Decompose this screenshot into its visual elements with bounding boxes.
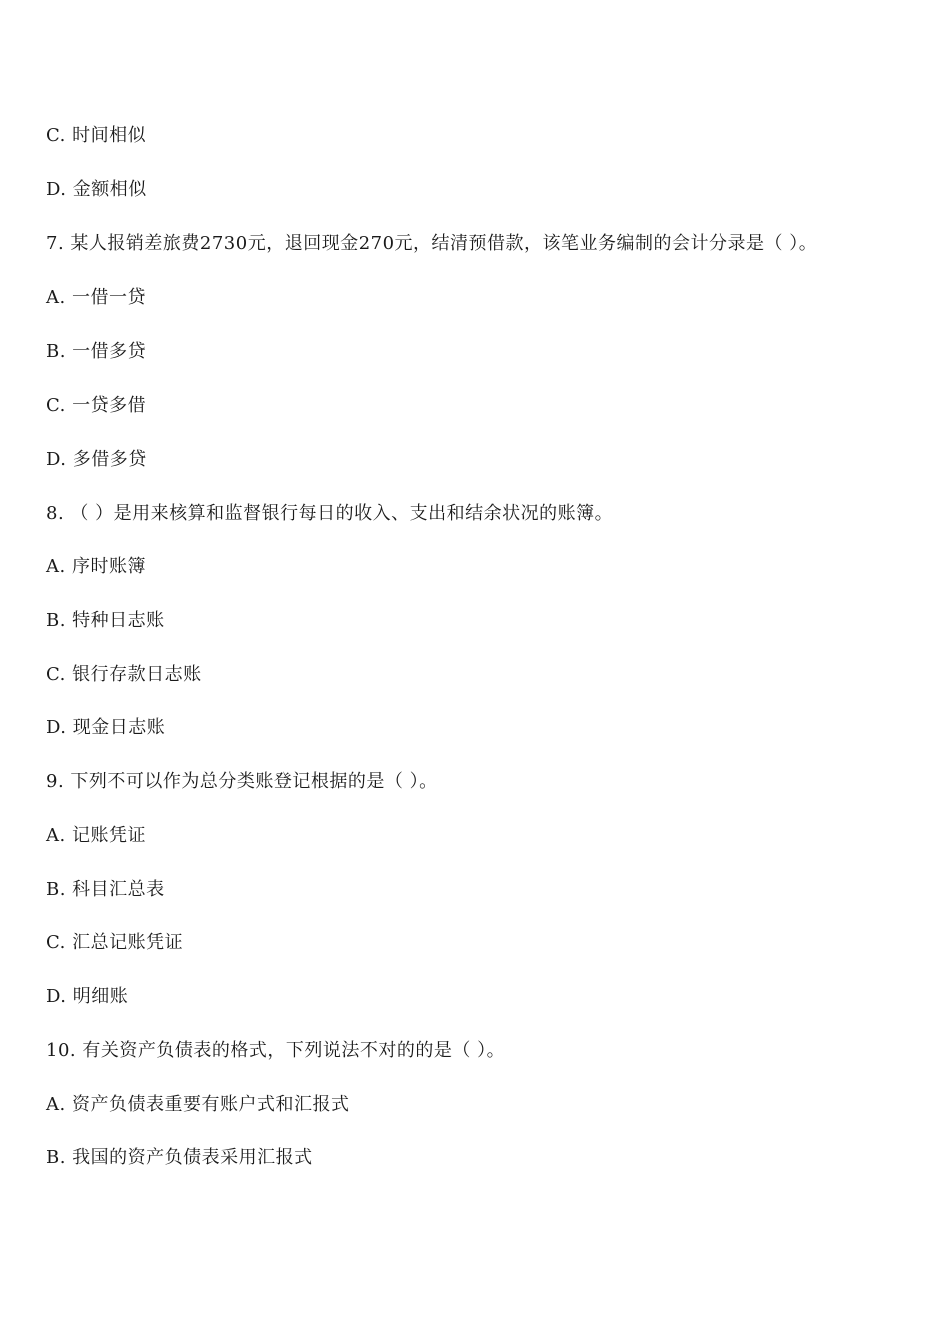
option-b-q7: B. 一借多贷 — [46, 341, 147, 362]
option-a-q8: A. 序时账簿 — [46, 556, 146, 577]
option-a-q10: A. 资产负债表重要有账户式和汇报式 — [46, 1094, 350, 1115]
option-d-q6: D. 金额相似 — [46, 179, 147, 200]
question-10: 10. 有关资产负债表的格式，下列说法不对的的是（ ）。 — [46, 1040, 506, 1061]
option-d-q8: D. 现金日志账 — [46, 717, 166, 738]
option-c-q9: C. 汇总记账凭证 — [46, 932, 184, 953]
option-b-q8: B. 特种日志账 — [46, 610, 165, 631]
option-c-q8: C. 银行存款日志账 — [46, 664, 202, 685]
option-a-q9: A. 记账凭证 — [46, 825, 146, 846]
option-c-q6: C. 时间相似 — [46, 125, 147, 146]
option-a-q7: A. 一借一贷 — [46, 287, 146, 308]
question-7: 7. 某人报销差旅费2730元，退回现金270元，结清预借款，该笔业务编制的会计分录是（ ）。 — [46, 233, 818, 254]
option-d-q7: D. 多借多贷 — [46, 449, 147, 470]
option-d-q9: D. 明细账 — [46, 986, 129, 1007]
option-b-q10: B. 我国的资产负债表采用汇报式 — [46, 1147, 313, 1168]
option-c-q7: C. 一贷多借 — [46, 395, 147, 416]
question-9: 9. 下列不可以作为总分类账登记根据的是（ ）。 — [46, 771, 438, 792]
question-8: 8. （ ）是用来核算和监督银行每日的收入、支出和结余状况的账簿。 — [46, 503, 614, 524]
option-b-q9: B. 科目汇总表 — [46, 879, 165, 900]
